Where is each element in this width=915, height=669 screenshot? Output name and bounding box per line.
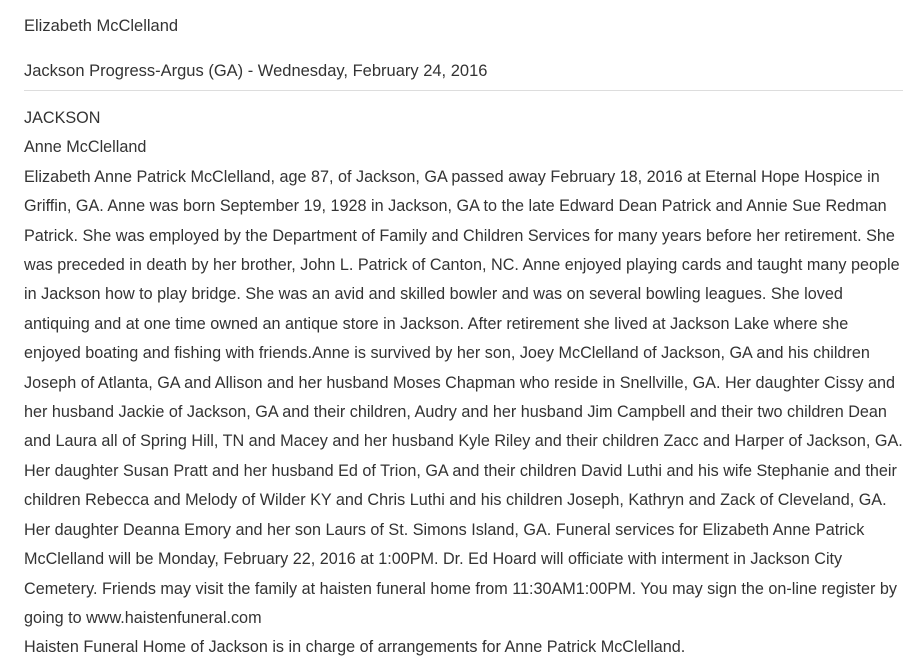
obituary-name: Elizabeth McClelland bbox=[24, 17, 179, 35]
arrangements-line: Haisten Funeral Home of Jackson is in charge of arrangements for Anne Patrick McClelland. bbox=[24, 638, 686, 657]
headline-name: Anne McClelland bbox=[24, 138, 147, 157]
header-divider bbox=[24, 90, 903, 91]
obituary-text: Elizabeth Anne Patrick McClelland, age 87, of Jackson, GA passed away February 18, 2016 at Eternal Hope Hospice in Griffin, GA. Anne was born September 19, 1928 in Jackson, GA to the late Edward Dean Patrick and Annie Sue Redman Patrick. She was employed by the Department of Family and Children Services for many years before her retirement. She was preceded in death by her brother, John L. Patrick of Canton, NC. Anne enjoyed playing cards and taught many people in Jackson how to play bridge. She was an avid and skilled bowler and was on several bowling leagues. She loved antiquing and at one time owned an antique store in Jackson. After retirement she lived at Jackson Lake where she enjoyed boating and fishing with friends.Anne is survived by her son, Joey McClelland of Jackson, GA and his children Joseph of Atlanta, GA and Allison and her husband Moses Chapman who reside in Snellville, GA. Her daughter Cissy and her husband Jackie of Jackson, GA and their children, Audry and her husband Jim Campbell and their two children Dean and Laura all of Spring Hill, TN and Macey and her husband Kyle Riley and their children Zacc and Harper of Jackson, GA. Her daughter Susan Pratt and her husband Ed of Trion, GA and their children David Luthi and his wife Stephanie and their children Rebecca and Melody of Wilder KY and Chris Luthi and his children Joseph, Kathryn and Zack of Cleveland, GA. Her daughter Deanna Emory and her son Laurs of St. Simons Island, GA. Funeral services for Elizabeth Anne Patrick McClelland will be Monday, February 22, 2016 at 1:00PM. Dr. Ed Hoard will officiate with interment in Jackson City Cemetery. Friends may visit the family at haisten funeral home from 11:30AM1:00PM. You may sign the on-line register by going to www.haistenfuneral.com bbox=[24, 167, 903, 627]
publication-source-line: Jackson Progress-Argus (GA) - Wednesday, February 24, 2016 bbox=[24, 62, 488, 80]
location-dateline: JACKSON bbox=[24, 109, 101, 127]
obituary-body bbox=[24, 104, 903, 663]
